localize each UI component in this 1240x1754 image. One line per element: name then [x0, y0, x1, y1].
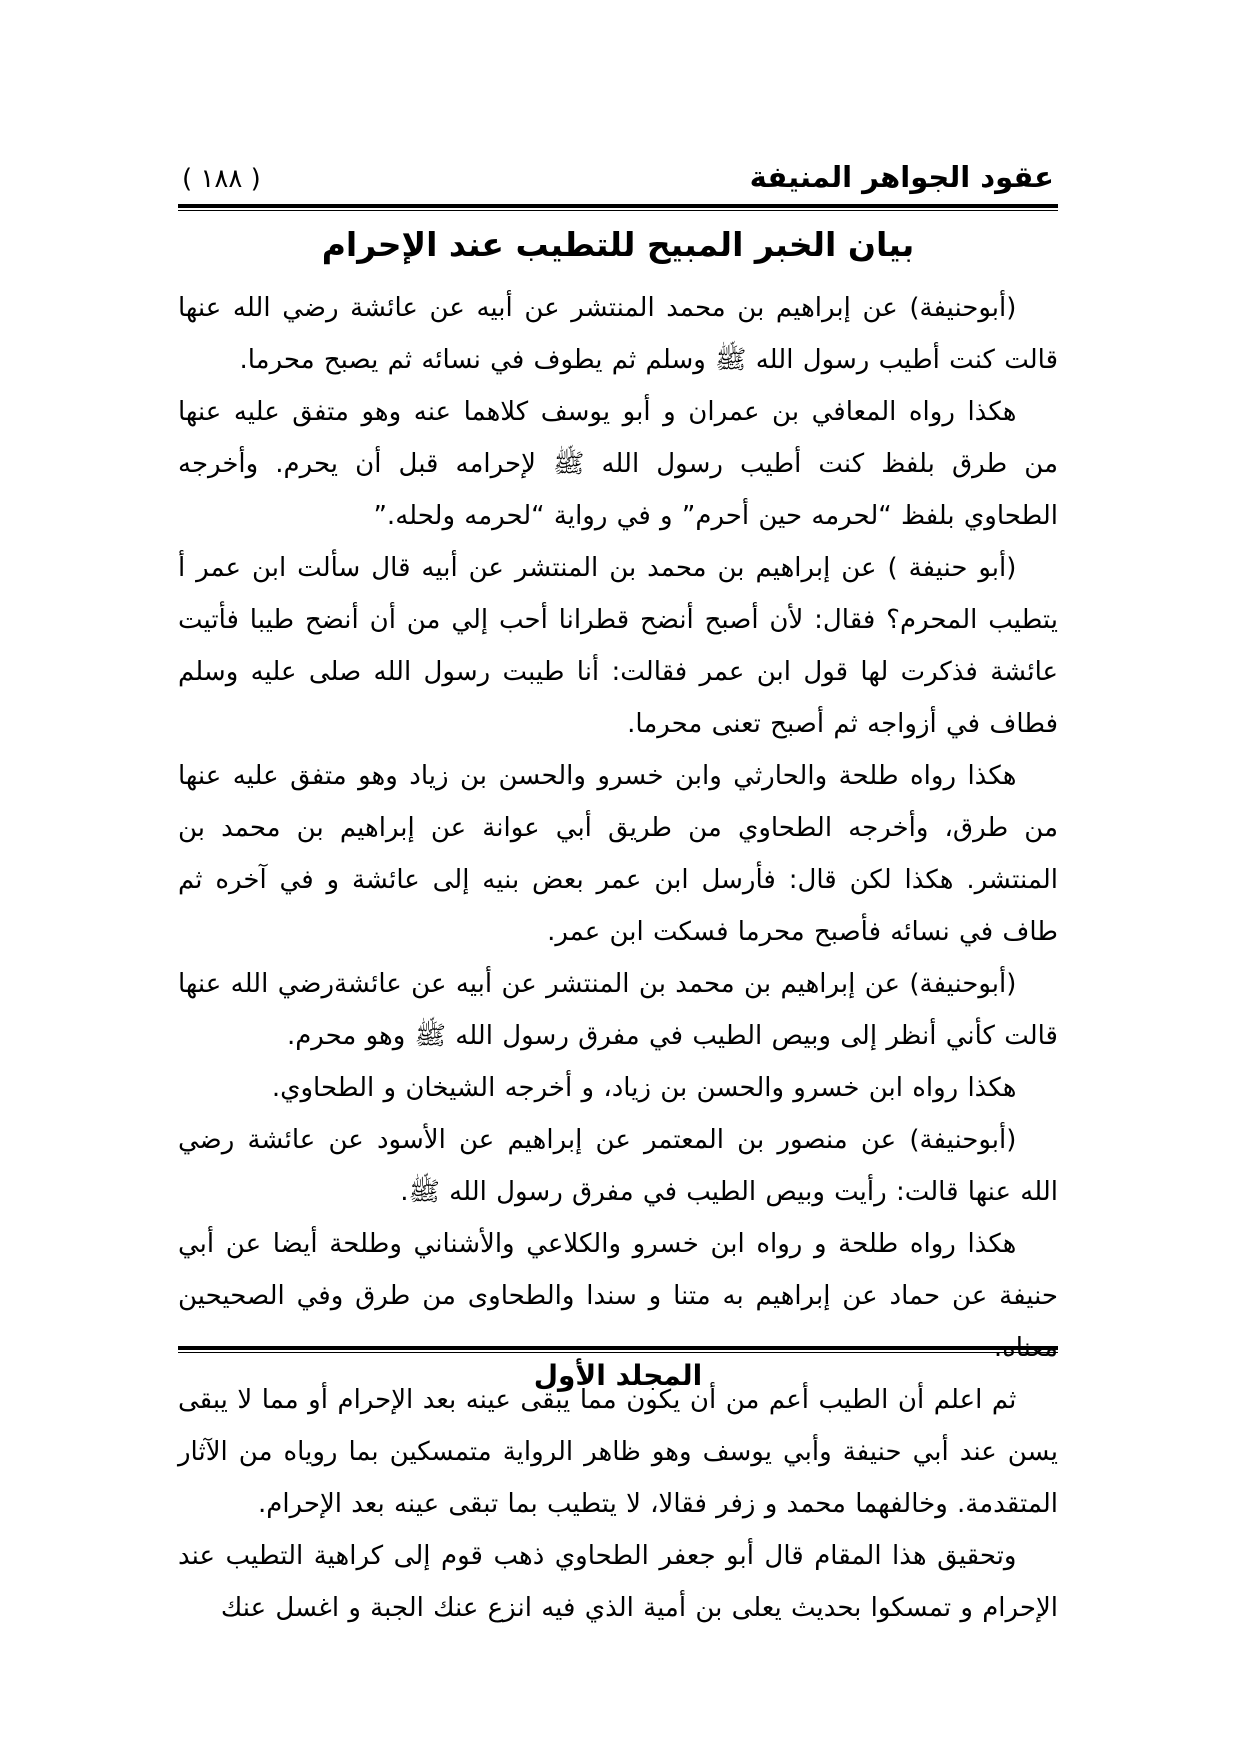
paragraph: هكذا رواه ابن خسرو والحسن بن زياد، و أخرجه الشيخان و الطحاوي. [271, 1073, 1017, 1103]
paragraph: هكذا رواه طلحة و رواه ابن خسرو والكلاعي والأشناني وطلحة أيضا عن أبي حنيفة عن حماد عن إبراهيم به متنا و سندا والطحاوى من طرق وفي الصحيحين معناه. [178, 1229, 1058, 1363]
footer-divider [178, 1346, 1058, 1353]
body-text [178, 282, 1058, 1634]
paragraph: (أبوحنيفة) عن منصور بن المعتمر عن إبراهيم عن الأسود عن عائشة رضي الله عنها قالت: رأيت وبيص الطيب في مفرق رسول الله ﷺ. [178, 1125, 1058, 1207]
page-footer [178, 1346, 1058, 1392]
paragraph: (أبو حنيفة ) عن إبراهيم بن محمد بن المنتشر عن أبيه قال سألت ابن عمر أ يتطيب المحرم؟ فقال: لأن أصبح أنضح قطرانا أحب إلي من أن أنضح طيبا فأتيت عائشة فذكرت لها قول ابن عمر فقالت: أنا طيبت رسول الله صلى عليه وسلم فطاف في أزواجه ثم أصبح تعنى محرما. [178, 553, 1058, 739]
paragraph: هكذا رواه المعافي بن عمران و أبو يوسف كلاهما عنه وهو متفق عليه عنها من طرق بلفظ كنت أطيب رسول الله ﷺ لإحرامه قبل أن يحرم. وأخرجه الطحاوي بلفظ “لحرمه حين أحرم” و في رواية “لحرمه ولحله.” [178, 397, 1058, 531]
page-content [178, 160, 1058, 1634]
paragraph: (أبوحنيفة) عن إبراهيم بن محمد المنتشر عن أبيه عن عائشة رضي الله عنها قالت كنت أطيب رسول الله ﷺ وسلم ثم يطوف في نسائه ثم يصبح محرما. [178, 293, 1058, 375]
page-header [178, 160, 1058, 204]
volume-label: المجلد الأول [533, 1359, 703, 1392]
header-divider [178, 204, 1058, 211]
section-title: بيان الخبر المبيح للتطيب عند الإحرام [321, 225, 915, 264]
paragraph: هكذا رواه طلحة والحارثي وابن خسرو والحسن بن زياد وهو متفق عليه عنها من طرق، وأخرجه الطحاوي من طريق أبي عوانة عن إبراهيم بن محمد بن المنتشر. هكذا لكن قال: فأرسل ابن عمر بعض بنيه إلى عائشة و في آخره ثم طاف في نسائه فأصبح محرما فسكت ابن عمر. [178, 761, 1058, 947]
page-number: ( ١٨٨ ) [182, 164, 261, 194]
paragraph: وتحقيق هذا المقام قال أبو جعفر الطحاوي ذهب قوم إلى كراهية التطيب عند الإحرام و تمسكوا بحديث يعلى بن أمية الذي فيه انزع عنك الجبة و اغسل عنك [178, 1541, 1058, 1623]
book-title: عقود الجواهر المنيفة [749, 160, 1054, 194]
paragraph: (أبوحنيفة) عن إبراهيم بن محمد بن المنتشر عن أبيه عن عائشةرضي الله عنها قالت كأني أنظر إلى وبيص الطيب في مفرق رسول الله ﷺ وهو محرم. [178, 969, 1058, 1051]
paragraph: ثم اعلم أن الطيب أعم من أن يكون مما يبقى عينه بعد الإحرام أو مما لا يبقى يسن عند أبي حنيفة وأبي يوسف وهو ظاهر الرواية متمسكين بما روياه من الآثار المتقدمة. وخالفهما محمد و زفر فقالا، لا يتطيب بما تبقى عينه بعد الإحرام. [178, 1385, 1058, 1519]
